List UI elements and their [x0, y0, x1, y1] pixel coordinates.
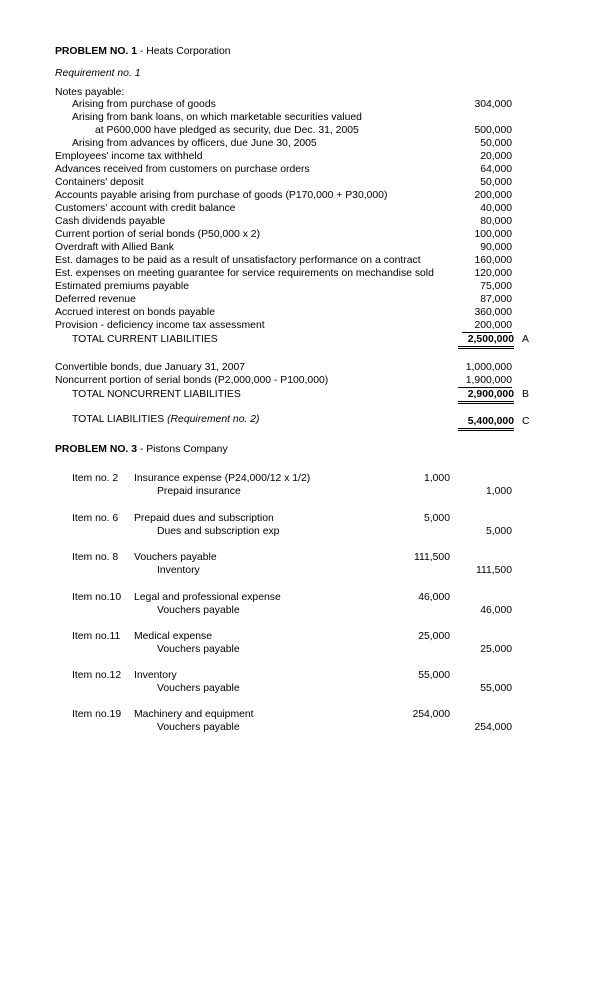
row-label: Est. expenses on meeting guarantee for service requirements on mechandise sold	[55, 268, 434, 279]
problem-3-title-bold: PROBLEM NO. 3	[55, 444, 137, 455]
entry-credit-amount: 46,000	[480, 605, 512, 616]
problem-1-title	[55, 46, 231, 58]
mark-a: A	[522, 334, 529, 345]
row-amount: 304,000	[474, 99, 512, 110]
entry-item: Item no. 8	[72, 552, 119, 563]
entry-item: Item no.11	[72, 631, 121, 642]
entry-item: Item no.19	[72, 709, 122, 720]
mark-c: C	[522, 416, 530, 427]
entry-credit-amount: 5,000	[485, 526, 512, 537]
problem-1-title-rest: - Heats Corporation	[136, 46, 231, 57]
requirement-1-label: Requirement no. 1	[55, 68, 141, 79]
row-amount: 75,000	[480, 281, 512, 292]
row-amount: 200,000	[474, 190, 512, 201]
row-amount: 160,000	[474, 255, 512, 266]
entry-credit-amount: 254,000	[474, 722, 512, 733]
row-amount: 87,000	[480, 294, 512, 305]
entry-credit-account: Prepaid insurance	[157, 486, 241, 497]
row-label: Accrued interest on bonds payable	[55, 307, 216, 318]
row-label: at P600,000 have pledged as security, due Dec. 31, 2005	[95, 125, 359, 136]
row-amount: 40,000	[480, 203, 512, 214]
row-amount: 80,000	[480, 216, 512, 227]
row-amount: 500,000	[474, 125, 512, 136]
row-label: Customers' account with credit balance	[55, 203, 236, 214]
entry-item: Item no. 6	[72, 513, 119, 524]
row-label: Overdraft with Allied Bank	[55, 242, 174, 253]
row-label: Provision - deficiency income tax assessment	[55, 320, 265, 331]
entry-credit-account: Vouchers payable	[157, 722, 240, 733]
row-label: Est. damages to be paid as a result of unsatisfactory performance on a contract	[55, 255, 421, 266]
entry-credit-amount: 111,500	[475, 565, 512, 576]
entry-debit-amount: 5,000	[423, 513, 450, 524]
entry-credit-amount: 55,000	[480, 683, 512, 694]
entry-debit-account: Legal and professional expense	[134, 592, 281, 603]
convertible-bonds-amount: 1,000,000	[465, 362, 512, 373]
total-liabilities-amount: 5,400,000	[458, 416, 514, 431]
row-label: Deferred revenue	[55, 294, 136, 305]
entry-debit-account: Vouchers payable	[134, 552, 217, 563]
entry-debit-amount: 46,000	[418, 592, 450, 603]
entry-item: Item no.10	[72, 592, 122, 603]
row-amount: 20,000	[480, 151, 512, 162]
entry-credit-account: Vouchers payable	[157, 644, 240, 655]
noncurrent-serial-label: Noncurrent portion of serial bonds (P2,000,000 - P100,000)	[55, 375, 329, 386]
entry-debit-account: Medical expense	[134, 631, 212, 642]
entry-credit-amount: 25,000	[480, 644, 512, 655]
entry-debit-account: Prepaid dues and subscription	[134, 513, 274, 524]
row-label: Current portion of serial bonds (P50,000 x 2)	[55, 229, 261, 240]
total-current-amount: 2,500,000	[458, 334, 514, 349]
entry-debit-account: Machinery and equipment	[134, 709, 254, 720]
entry-credit-account: Dues and subscription exp	[157, 526, 280, 537]
entry-item: Item no.12	[72, 670, 122, 681]
entry-credit-account: Inventory	[157, 565, 200, 576]
entry-debit-amount: 254,000	[412, 709, 450, 720]
row-amount: 50,000	[480, 177, 512, 188]
row-label: Estimated premiums payable	[55, 281, 189, 292]
total-current-label: TOTAL CURRENT LIABILITIES	[72, 334, 218, 345]
row-amount: 360,000	[474, 307, 512, 318]
row-label: Containers' deposit	[55, 177, 144, 188]
entry-debit-amount: 25,000	[418, 631, 450, 642]
row-amount: 200,000	[462, 320, 512, 333]
entry-credit-amount: 1,000	[485, 486, 512, 497]
entry-item: Item no. 2	[72, 473, 119, 484]
entry-debit-amount: 111,500	[413, 552, 450, 563]
row-amount: 50,000	[480, 138, 512, 149]
problem-3-title-rest: - Pistons Company	[136, 444, 228, 455]
problem-3-title	[55, 444, 228, 456]
entry-debit-account: Inventory	[134, 670, 177, 681]
row-label: Accounts payable arising from purchase of goods (P170,000 + P30,000)	[55, 190, 388, 201]
requirement-2-note: (Requirement no. 2)	[167, 414, 260, 425]
row-label: Cash dividends payable	[55, 216, 166, 227]
row-label: Employees' income tax withheld	[55, 151, 203, 162]
notes-payable-heading: Notes payable:	[55, 87, 125, 98]
total-liabilities-label	[72, 414, 260, 426]
total-liabilities-text: TOTAL LIABILITIES	[72, 414, 168, 425]
row-label: Arising from purchase of goods	[72, 99, 216, 110]
row-label: Advances received from customers on purchase orders	[55, 164, 310, 175]
convertible-bonds-label: Convertible bonds, due January 31, 2007	[55, 362, 246, 373]
total-noncurrent-label: TOTAL NONCURRENT LIABILITIES	[72, 389, 241, 400]
total-noncurrent-amount: 2,900,000	[458, 389, 514, 404]
entry-credit-account: Vouchers payable	[157, 683, 240, 694]
row-amount: 90,000	[480, 242, 512, 253]
problem-1-title-bold: PROBLEM NO. 1	[55, 46, 137, 57]
row-amount: 120,000	[474, 268, 512, 279]
row-label: Arising from bank loans, on which marketable securities valued	[72, 112, 362, 123]
row-amount: 100,000	[474, 229, 512, 240]
mark-b: B	[522, 389, 529, 400]
entry-debit-account: Insurance expense (P24,000/12 x 1/2)	[134, 473, 311, 484]
noncurrent-serial-amount: 1,900,000	[458, 375, 512, 388]
row-label: Arising from advances by officers, due June 30, 2005	[72, 138, 317, 149]
row-amount: 64,000	[480, 164, 512, 175]
entry-debit-amount: 1,000	[423, 473, 450, 484]
entry-credit-account: Vouchers payable	[157, 605, 240, 616]
entry-debit-amount: 55,000	[418, 670, 450, 681]
